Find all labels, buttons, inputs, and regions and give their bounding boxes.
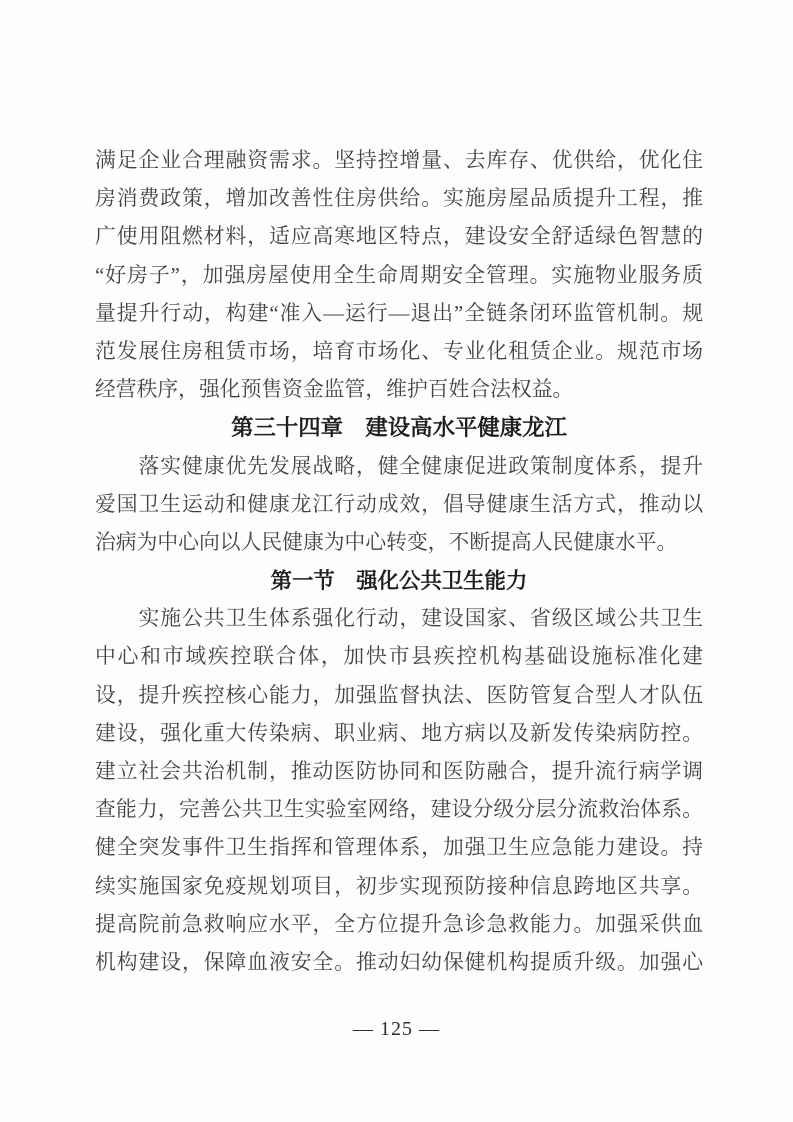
text-line: 提高院前急救响应水平，全方位提升急诊急救能力。加强采供血 <box>95 912 703 936</box>
page-content <box>95 142 703 982</box>
text-line: 治病为中心向以人民健康为中心转变，不断提高人民健康水平。 <box>95 530 678 554</box>
text-line: 机构建设，保障血液安全。推动妇幼保健机构提质升级。加强心 <box>95 950 703 974</box>
text-line: 设，提升疾控核心能力，加强监督执法、医防管复合型人才队伍 <box>95 683 703 707</box>
text-line: 健全突发事件卫生指挥和管理体系，加强卫生应急能力建设。持 <box>95 836 703 860</box>
text-line: 爱国卫生运动和健康龙江行动成效，倡导健康生活方式，推动以 <box>95 492 703 516</box>
text-line: 房消费政策，增加改善性住房供给。实施房屋品质提升工程，推 <box>95 187 703 211</box>
text-line: 广使用阻燃材料，适应高寒地区特点，建设安全舒适绿色智慧的 <box>95 225 703 249</box>
text-line: 续实施国家免疫规划项目，初步实现预防接种信息跨地区共享。 <box>95 874 703 898</box>
text-line: 落实健康优先发展战略，健全健康促进政策制度体系，提升 <box>95 454 703 478</box>
text-line: 中心和市域疾控联合体，加快市县疾控机构基础设施标准化建 <box>95 645 703 669</box>
text-line: 范发展住房租赁市场，培育市场化、专业化租赁企业。规范市场 <box>95 339 703 363</box>
chapter-heading: 第三十四章 建设高水平健康龙江 <box>231 415 567 441</box>
text-line: 查能力，完善公共卫生实验室网络，建设分级分层分流救治体系。 <box>95 798 703 822</box>
text-line: 经营秩序，强化预售资金监管，维护百姓合法权益。 <box>95 378 574 402</box>
section-heading: 第一节 强化公共卫生能力 <box>270 569 528 594</box>
text-line: 满足企业合理融资需求。坚持控增量、去库存、优供给，优化住 <box>95 149 703 172</box>
text-line: 实施公共卫生体系强化行动，建设国家、省级区域公共卫生 <box>95 607 703 631</box>
page-number: — 125 — <box>353 1018 440 1040</box>
text-line: “好房子”，加强房屋使用全生命周期安全管理。实施物业服务质 <box>95 263 703 287</box>
text-line: 量提升行动，构建“准入—运行—退出”全链条闭环监管机制。规 <box>95 301 703 325</box>
text-line: 建立社会共治机制，推动医防协同和医防融合，提升流行病学调 <box>95 760 703 783</box>
text-line: 建设，强化重大传染病、职业病、地方病以及新发传染病防控。 <box>95 721 703 745</box>
